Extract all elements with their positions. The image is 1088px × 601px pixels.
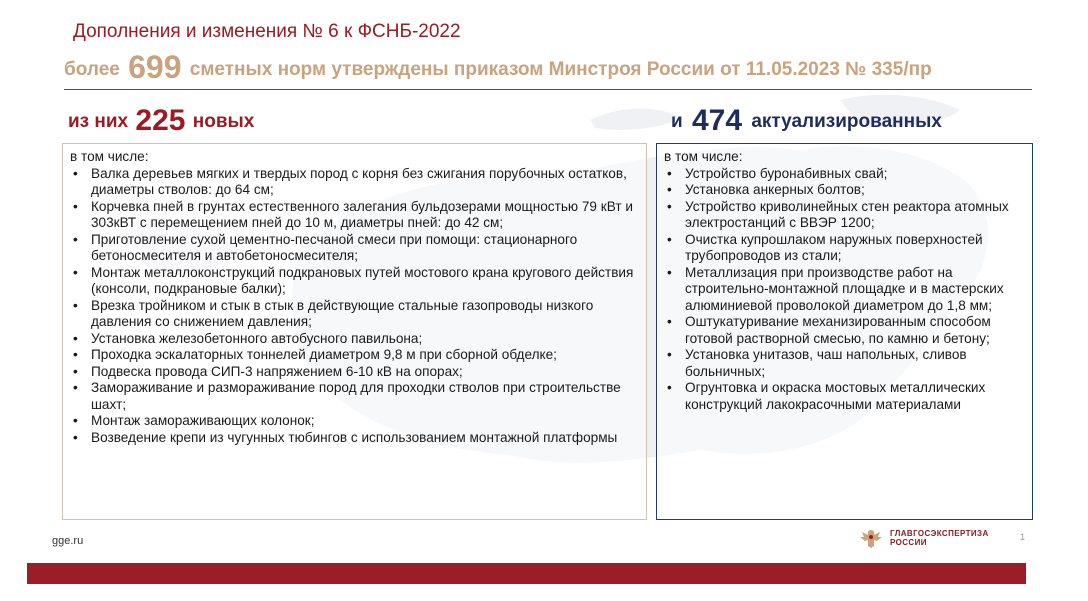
updated-norms-intro: в том числе:: [664, 149, 743, 164]
list-item: • Корчевка пней в грунтах естественного залегания бульдозерами мощностью 79 кВт и 303кВТ с перемещением пней до 10 м, диаметры пней: до 42 см;: [70, 199, 640, 232]
new-norms-heading: [68, 104, 254, 138]
header-divider: [64, 89, 1032, 90]
new-norms-number: 225: [135, 104, 186, 137]
updated-norms-list: [664, 166, 1026, 414]
list-item: • Возведение крепи из чугунных тюбингов с использованием монтажной платформы: [70, 430, 640, 447]
list-item: • Монтаж замораживающих колонок;: [70, 413, 640, 430]
list-item: • Установка унитазов, чаш напольных, сливов больничных;: [664, 347, 1026, 380]
updated-norms-suffix: актуализированных: [751, 111, 942, 132]
logo-line-2: РОССИИ: [890, 538, 927, 547]
list-item: • Оштукатуривание механизированным способом готовой растворной смесью, по камню и бетону;: [664, 314, 1026, 347]
gge-logo: [858, 527, 989, 549]
slide-subtitle: [64, 49, 932, 86]
new-norms-prefix: из них: [68, 111, 129, 132]
logo-line-1: ГЛАВГОСЭКСПЕРТИЗА: [890, 529, 989, 538]
list-item: • Огрунтовка и окраска мостовых металлических конструкций лакокрасочными материалами: [664, 380, 1026, 413]
new-norms-suffix: новых: [192, 111, 255, 132]
updated-norms-number: 474: [691, 104, 743, 137]
list-item: • Установка железобетонного автобусного павильона;: [70, 331, 640, 348]
list-item: • Валка деревьев мягких и твердых пород с корня без сжигания порубочных остатков, диаметры стволов: до 64 см;: [70, 166, 640, 199]
list-item: • Приготовление сухой цементно-песчаной смеси при помощи: стационарного бетоносмесителя и автобетоносмесителя;: [70, 232, 640, 265]
list-item: • Устройство криволинейных стен реактора атомных электростанций с ВВЭР 1200;: [664, 199, 1026, 232]
page-number: 1: [1020, 532, 1026, 542]
list-item: • Установка анкерных болтов;: [664, 182, 1026, 199]
eagle-emblem-icon: [858, 527, 884, 549]
list-item: • Монтаж металлоконструкций подкрановых путей мостового крана кругового действия (консоли, подкрановые балки);: [70, 265, 640, 298]
new-norms-box: [62, 143, 647, 520]
footer-url[interactable]: gge.ru: [52, 535, 84, 547]
updated-norms-heading: [671, 104, 942, 138]
list-item: • Подвеска провода СИП-3 напряжением 6-10 кВ на опорах;: [70, 364, 640, 381]
footer-bar: [27, 563, 1026, 584]
updated-norms-prefix: и: [671, 111, 683, 132]
updated-norms-box: [656, 143, 1033, 520]
total-norms-number: 699: [128, 49, 182, 85]
list-item: • Металлизация при производстве работ на строительно-монтажной площадке и в мастерских алюминиевой проволокой диаметром до 1,8 мм;: [664, 265, 1026, 315]
list-item: • Проходка эскалаторных тоннелей диаметром 9,8 м при сборной обделке;: [70, 347, 640, 364]
list-item: • Устройство буронабивных свай;: [664, 166, 1026, 183]
list-item: • Врезка тройником и стык в стык в действующие стальные газопроводы низкого давления со снижением давления;: [70, 298, 640, 331]
new-norms-intro: в том числе:: [70, 149, 149, 164]
list-item: • Замораживание и размораживание пород для проходки стволов при строительстве шахт;: [70, 380, 640, 413]
slide-title: Дополнения и изменения № 6 к ФСНБ-2022: [73, 21, 461, 42]
subtitle-prefix: более: [64, 59, 120, 80]
new-norms-list: [70, 166, 640, 447]
subtitle-suffix: сметных норм утверждены приказом Минстроя России от 11.05.2023 № 335/пр: [189, 59, 932, 80]
list-item: • Очистка купрошлаком наружных поверхностей трубопроводов из стали;: [664, 232, 1026, 265]
